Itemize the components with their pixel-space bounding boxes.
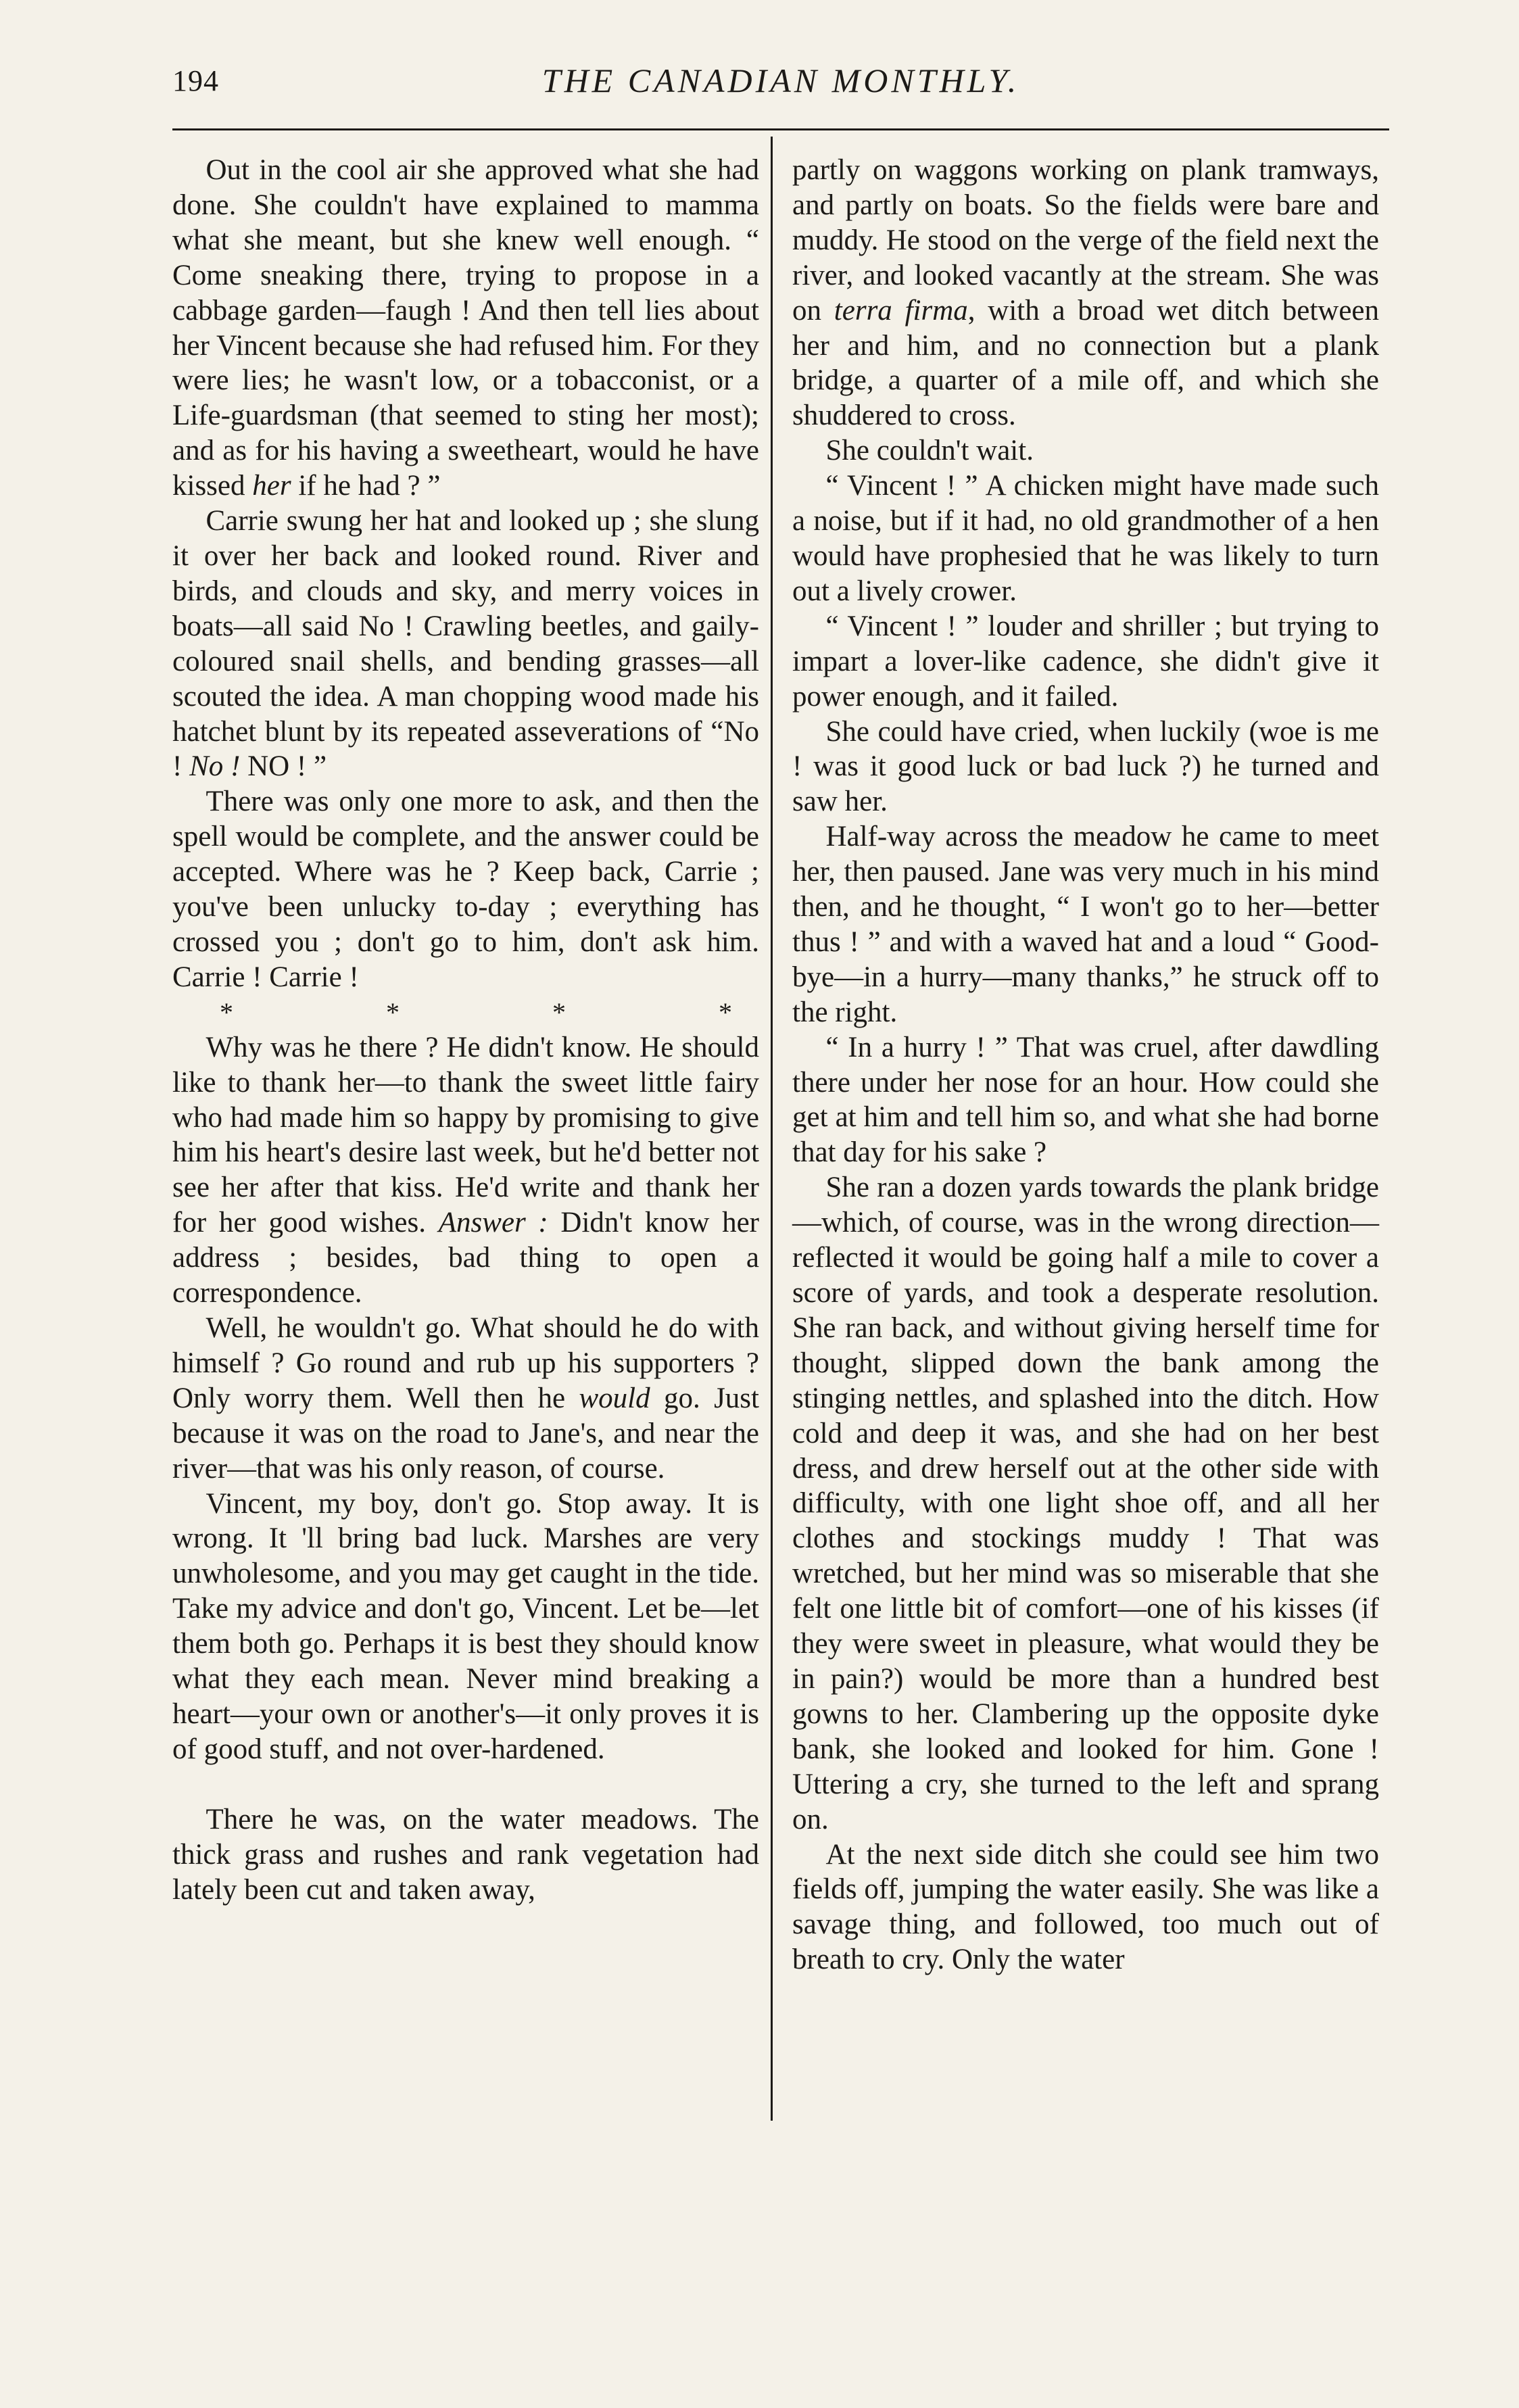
- paragraph: “ In a hurry ! ” That was cruel, after dawdling there under her nose for an hour. How could she get at him and tell him so, and what she had borne that day for his sake ?: [792, 1031, 1379, 1169]
- column-divider: [771, 137, 773, 2121]
- header-rule: [172, 128, 1389, 130]
- paragraph: partly on waggons working on plank tramways, and partly on boats. So the fields were bare and muddy. He stood on the verge of the field next the river, and looked vacantly at the stream. She was on terra firma, with a broad wet ditch between her and him, and no connection but a plank bridge, a quarter of a mile off, and which she shuddered to cross.: [792, 154, 1379, 432]
- paragraph: Half-way across the meadow he came to meet her, then paused. Jane was very much in his mind then, and he thought, “ I won't go to her—better thus ! ” and with a waved hat and a loud “ Good-bye—in a hurry—many thanks,” he struck off to the right.: [792, 821, 1379, 1028]
- paragraph: Well, he wouldn't go. What should he do with himself ? Go round and rub up his supporters ? Only worry them. Well then he would go. Just because it was on the road to Jane's, and near the river—that was his only reason, of course.: [172, 1312, 759, 1485]
- right-column: [792, 153, 1379, 1977]
- asterisk: *: [386, 996, 400, 1028]
- paragraph: “ Vincent ! ” louder and shriller ; but trying to impart a lover-like cadence, she didn't give it power enough, and it failed.: [792, 610, 1379, 713]
- page-header: [172, 54, 1389, 108]
- asterisk: *: [220, 996, 233, 1028]
- paragraph: She couldn't wait.: [825, 435, 1034, 467]
- page-number: 194: [172, 64, 219, 97]
- paragraph: There he was, on the water meadows. The thick grass and rushes and rank vegetation had lately been cut and taken away,: [172, 1803, 759, 1906]
- section-break-asterisks: [172, 995, 759, 1030]
- left-column: [172, 153, 759, 1908]
- paragraph: At the next side ditch she could see him two fields off, jumping the water easily. She was like a savage thing, and followed, too much out of breath to cry. Only the water: [792, 1838, 1379, 1976]
- paragraph: Vincent, my boy, don't go. Stop away. It is wrong. It 'll bring bad luck. Marshes are very unwholesome, and you may get caught in the tide. Take my advice and don't go, Vincent. Let be—let them both go. Perhaps it is best they should know what they each mean. Never mind breaking a heart—your own or another's—it only proves it is of good stuff, and not over-hardened.: [172, 1487, 759, 1765]
- paragraph: Carrie swung her hat and looked up ; she slung it over her back and looked round. River and birds, and clouds and sky, and merry voices in boats—all said No ! Crawling beetles, and gaily-coloured snail shells, and bending grasses—all scouted the idea. A man chopping wood made his hatchet blunt by its repeated asseverations of “No ! No ! NO ! ”: [172, 505, 759, 783]
- asterisk: *: [719, 996, 732, 1028]
- paragraph: “ Vincent ! ” A chicken might have made such a noise, but if it had, no old grandmother of a hen would have prophesied that he was likely to turn out a lively crower.: [792, 470, 1379, 607]
- running-title: THE CANADIAN MONTHLY.: [541, 62, 1020, 99]
- paragraph: She could have cried, when luckily (woe is me ! was it good luck or bad luck ?) he turned and saw her.: [792, 715, 1379, 818]
- paragraph: Why was he there ? He didn't know. He should like to thank her—to thank the sweet little fairy who had made him so happy by promising to give him his heart's desire last week, but he'd better not see her after that kiss. He'd write and thank her for her good wishes. Answer : Didn't know her address ; besides, bad thing to open a correspondence.: [172, 1031, 759, 1309]
- paragraph: Out in the cool air she approved what she had done. She couldn't have explained to mamma what she meant, but she knew well enough. “ Come sneaking there, trying to propose in a cabbage garden—faugh ! And then tell lies about her Vincent because she had refused him. For they were lies; he wasn't low, or a tobacconist, or a Life-guardsman (that seemed to sting her most); and as for his having a sweetheart, would he have kissed her if he had ? ”: [172, 154, 759, 502]
- paragraph: There was only one more to ask, and then the spell would be complete, and the answer could be accepted. Where was he ? Keep back, Carrie ; you've been unlucky to-day ; everything has crossed you ; don't go to him, don't ask him. Carrie ! Carrie !: [172, 786, 759, 993]
- asterisk: *: [552, 996, 566, 1028]
- paragraph: She ran a dozen yards towards the plank bridge—which, of course, was in the wrong direction—reflected it would be going half a mile to cover a score of yards, and took a desperate resolution. She ran back, and without giving herself time for thought, slipped down the bank among the stinging nettles, and splashed into the ditch. How cold and deep it was, and she had on her best dress, and drew herself out at the other side with difficulty, with one light shoe off, and all her clothes and stockings muddy ! That was wretched, but her mind was so miserable that she felt one little bit of comfort—one of his kisses (if they were sweet in pleasure, what would they be in pain?) would be more than a hundred best gowns to her. Clambering up the opposite dyke bank, she looked and looked for him. Gone ! Uttering a cry, she turned to the left and sprang on.: [792, 1172, 1379, 1835]
